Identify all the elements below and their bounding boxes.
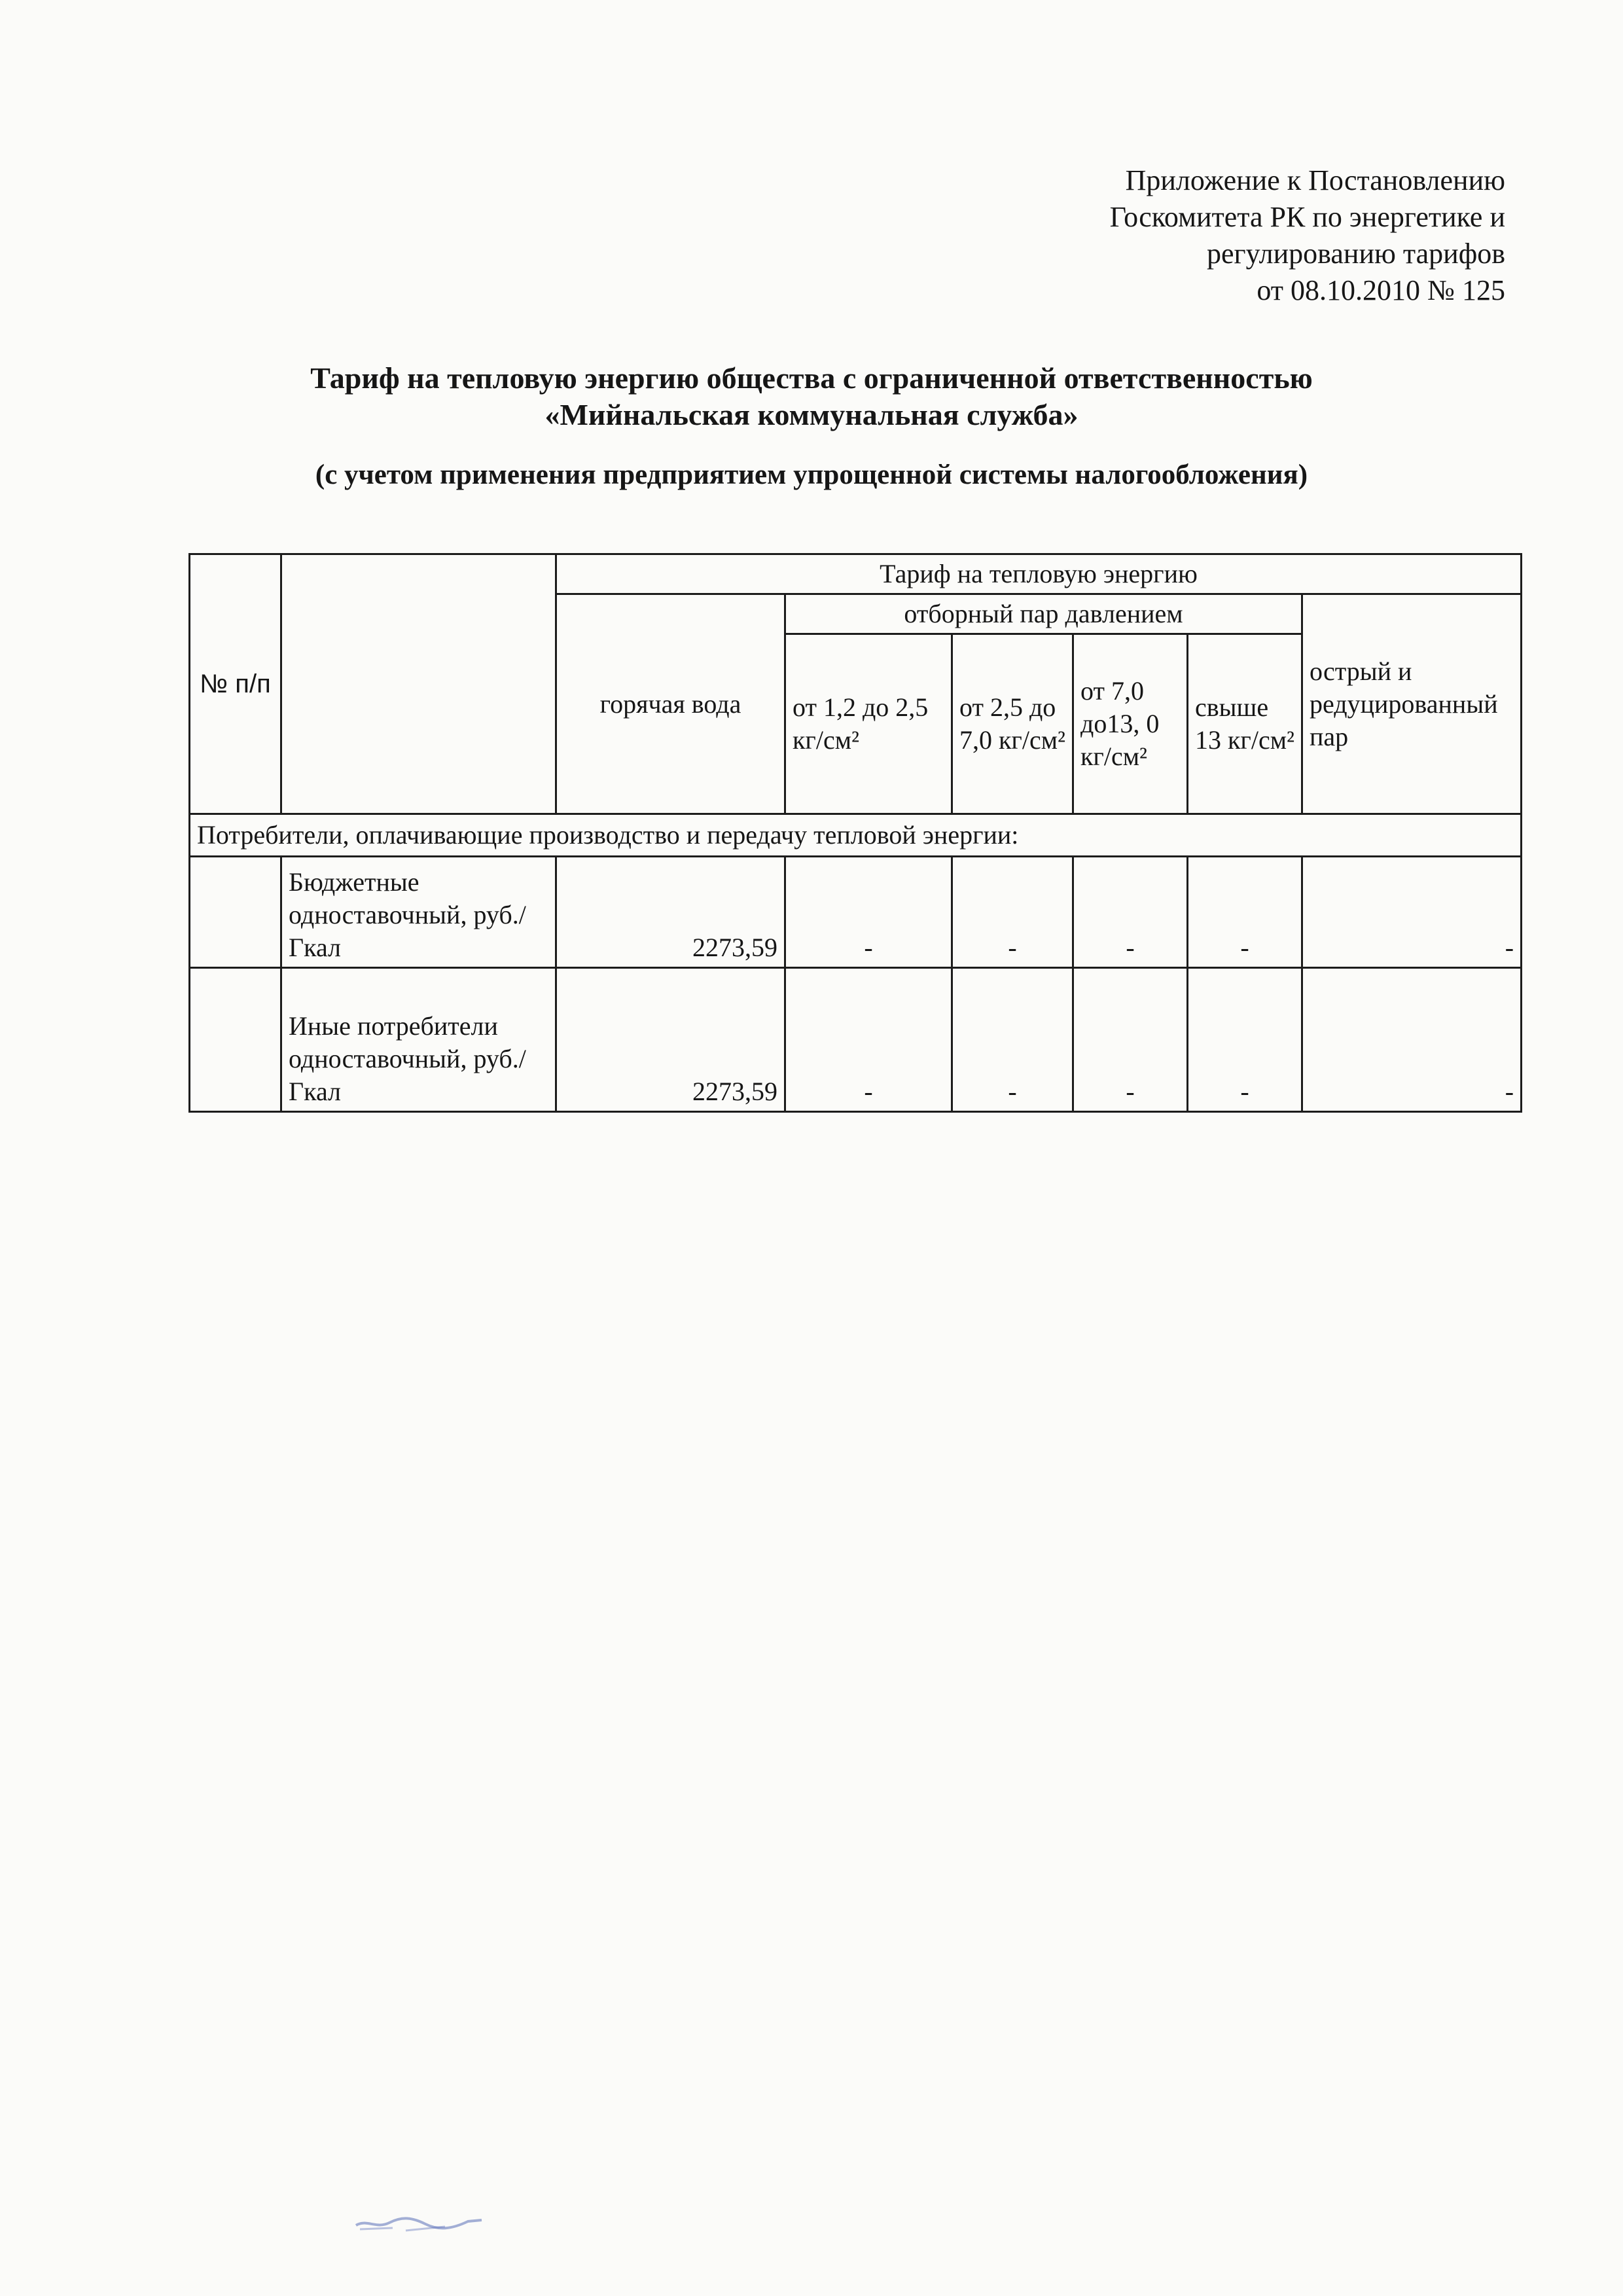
document-title (0, 360, 1623, 433)
header-sharp-steam: острый и редуцированный пар (1302, 594, 1522, 814)
header-pressure-3: от 7,0 до13, 0 кг/см² (1073, 634, 1188, 814)
document-subtitle: (с учетом применения предприятием упрощенной системы налогообложения) (315, 459, 1308, 490)
appendix-line: Госкомитета РК по энергетике и (1109, 201, 1505, 233)
appendix-line: Приложение к Постановлению (1125, 164, 1505, 196)
tariff-table (188, 553, 1522, 1113)
row-pressure-1: - (785, 968, 952, 1112)
row-label: Иные потребители одноставочный, руб./Гкал (281, 968, 556, 1112)
row-pressure-3: - (1073, 968, 1188, 1112)
row-hot-water: 2273,59 (556, 857, 785, 968)
appendix-block (1110, 162, 1505, 309)
row-pressure-2: - (952, 857, 1073, 968)
row-pressure-2: - (952, 968, 1073, 1112)
header-empty (281, 554, 556, 814)
appendix-line: регулированию тарифов (1207, 238, 1505, 270)
appendix-line: от 08.10.2010 № 125 (1257, 274, 1505, 306)
title-line-1: Тариф на тепловую энергию общества с ограниченной ответственностью (310, 361, 1313, 395)
header-pressure-4: свыше 13 кг/см² (1188, 634, 1302, 814)
row-pressure-4: - (1188, 857, 1302, 968)
row-label: Бюджетные одноставочный, руб./Гкал (281, 857, 556, 968)
ink-mark-icon (353, 2212, 484, 2234)
section-row: Потребители, оплачивающие производство и передачу тепловой энергии: (190, 814, 1522, 857)
header-tariff: Тариф на тепловую энергию (556, 554, 1522, 594)
row-hot-water: 2273,59 (556, 968, 785, 1112)
header-hot-water: горячая вода (556, 594, 785, 814)
row-pressure-4: - (1188, 968, 1302, 1112)
header-steam: отборный пар давлением (785, 594, 1302, 634)
table-row (190, 968, 1522, 1112)
row-num (190, 968, 281, 1112)
header-pressure-1: от 1,2 до 2,5 кг/см² (785, 634, 952, 814)
row-num (190, 857, 281, 968)
row-pressure-3: - (1073, 857, 1188, 968)
row-sharp-steam: - (1302, 968, 1522, 1112)
header-num: № п/п (190, 554, 281, 814)
row-sharp-steam: - (1302, 857, 1522, 968)
title-line-2: «Мийнальская коммунальная служба» (544, 398, 1079, 431)
header-pressure-2: от 2,5 до 7,0 кг/см² (952, 634, 1073, 814)
table-row (190, 857, 1522, 968)
row-pressure-1: - (785, 857, 952, 968)
